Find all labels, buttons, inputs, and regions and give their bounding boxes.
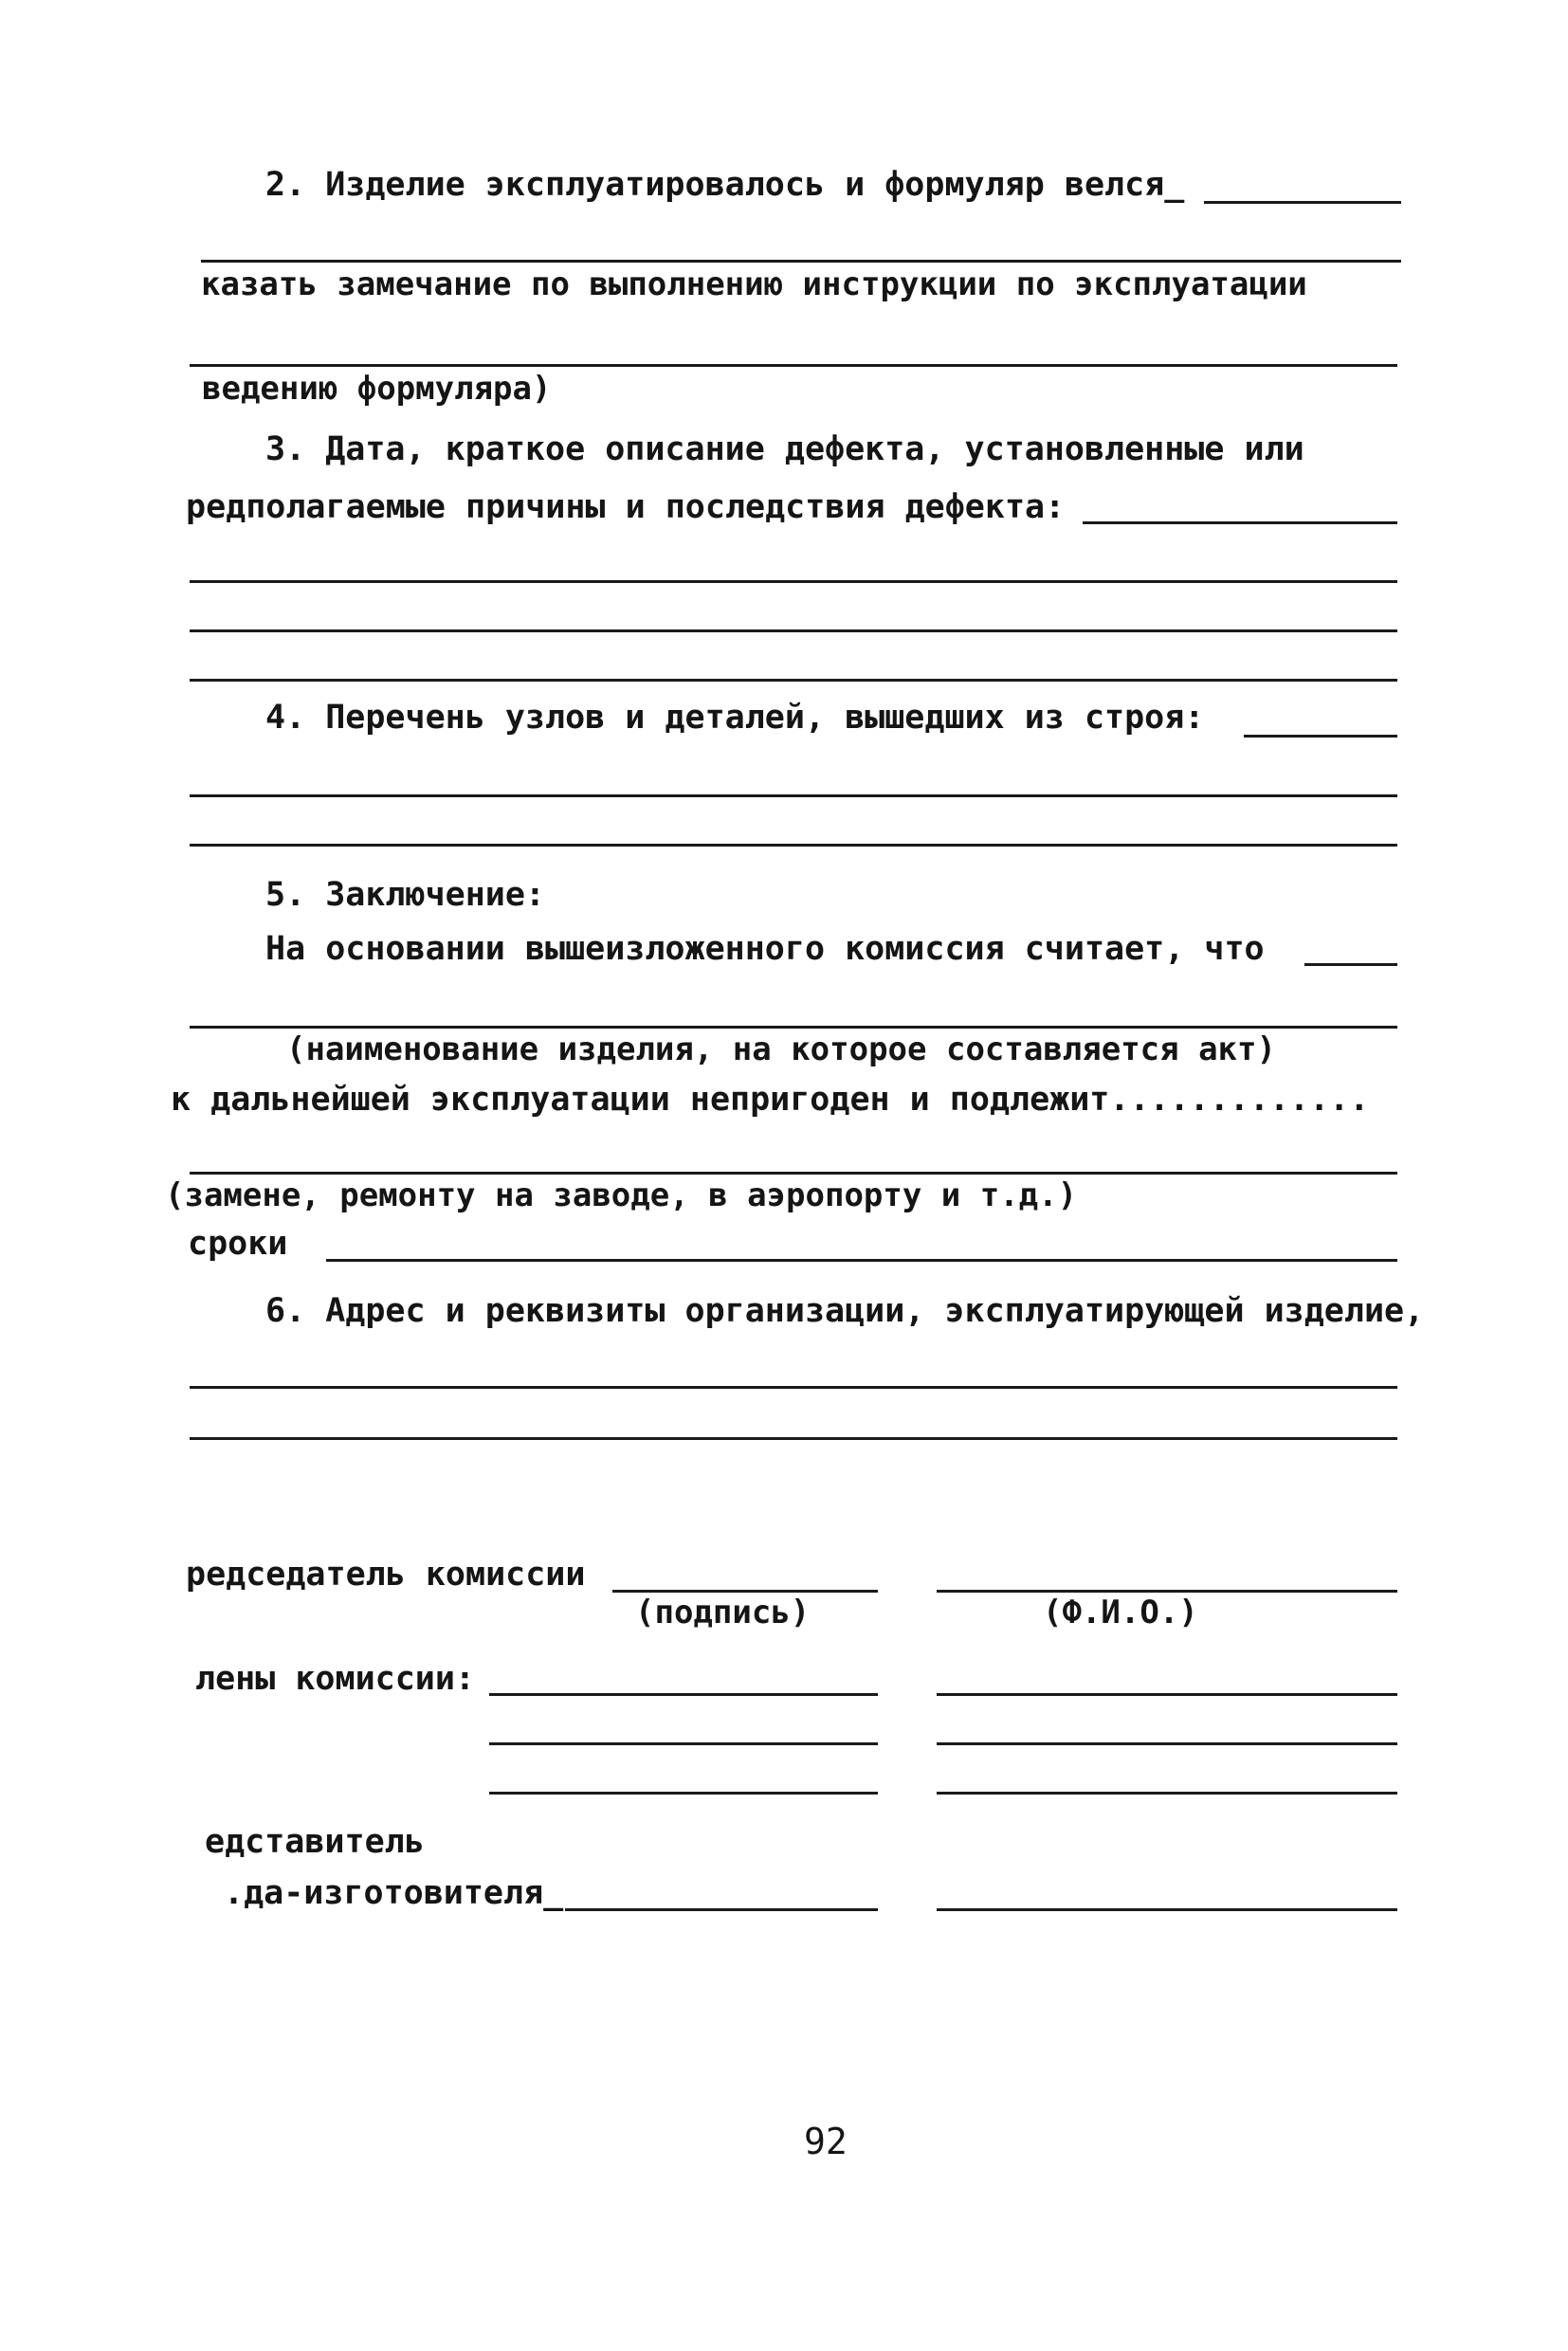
item-5-action-line[interactable] — [190, 1172, 1397, 1175]
item-6-text: 6. Адрес и реквизиты организации, эксплуатирующей изделие, — [265, 1292, 1425, 1330]
item-3-line-1: 3. Дата, краткое описание дефекта, установленные или — [265, 430, 1304, 468]
item-4-fill-line[interactable] — [1244, 735, 1397, 738]
item-5-deadline-label: сроки — [188, 1225, 288, 1263]
item-2-caption-1: казать замечание по выполнению инструкции по эксплуатации — [201, 265, 1307, 303]
member-3-name-line[interactable] — [937, 1792, 1397, 1795]
member-1-name-line[interactable] — [937, 1693, 1397, 1696]
item-3-blank-line-2[interactable] — [190, 629, 1397, 632]
members-label: лены комиссии: — [195, 1660, 476, 1698]
representative-label-1: едставитель — [205, 1823, 425, 1861]
chairman-label: редседатель комиссии — [186, 1556, 586, 1594]
item-6-blank-line-2[interactable] — [190, 1437, 1397, 1440]
item-5-line-2: к дальнейшей эксплуатации непригоден и подлежит............. — [171, 1081, 1370, 1119]
item-2-remarks-line[interactable] — [201, 260, 1401, 263]
representative-signature-line[interactable] — [565, 1908, 878, 1911]
chairman-signature-line[interactable] — [612, 1590, 878, 1593]
member-3-signature-line[interactable] — [489, 1792, 878, 1795]
item-2-fill-line[interactable] — [1204, 201, 1401, 204]
item-4-text: 4. Перечень узлов и деталей, вышедших из строя: — [265, 699, 1205, 737]
item-5-fill-line[interactable] — [1304, 963, 1397, 966]
member-1-signature-line[interactable] — [489, 1693, 878, 1696]
page-number: 92 — [804, 2121, 848, 2162]
item-2-caption-2: ведению формуляра) — [202, 370, 552, 408]
item-5-deadline-line[interactable] — [326, 1259, 1397, 1262]
item-2-text: 2. Изделие эксплуатировалось и формуляр велся_ — [265, 166, 1185, 204]
representative-name-line[interactable] — [937, 1908, 1397, 1911]
item-4-blank-line-2[interactable] — [190, 844, 1397, 847]
item-5-caption-action: (замене, ремонту на заводе, в аэропорту и т.д.) — [165, 1176, 1078, 1214]
item-4-blank-line-1[interactable] — [190, 794, 1397, 797]
chairman-name-line[interactable] — [937, 1590, 1397, 1593]
item-3-blank-line-3[interactable] — [190, 679, 1397, 682]
caption-name: (Ф.И.О.) — [1043, 1594, 1198, 1631]
item-3-blank-line-1[interactable] — [190, 580, 1397, 583]
item-6-blank-line-1[interactable] — [190, 1386, 1397, 1389]
item-5-item-name-line[interactable] — [190, 1026, 1397, 1029]
item-5-heading: 5. Заключение: — [265, 876, 546, 914]
item-5-caption-item: (наименование изделия, на которое составляется акт) — [286, 1030, 1276, 1068]
member-2-signature-line[interactable] — [489, 1742, 878, 1745]
item-3-line-2: редполагаемые причины и последствия дефекта: — [186, 488, 1066, 526]
item-5-line-1: На основании вышеизложенного комиссия считает, что — [265, 930, 1265, 968]
member-2-name-line[interactable] — [937, 1742, 1397, 1745]
caption-signature: (подпись) — [635, 1594, 811, 1631]
item-2-remarks-line-2[interactable] — [190, 364, 1397, 367]
item-3-fill-line[interactable] — [1083, 521, 1397, 524]
representative-label-2: .да-изготовителя_ — [224, 1874, 564, 1912]
